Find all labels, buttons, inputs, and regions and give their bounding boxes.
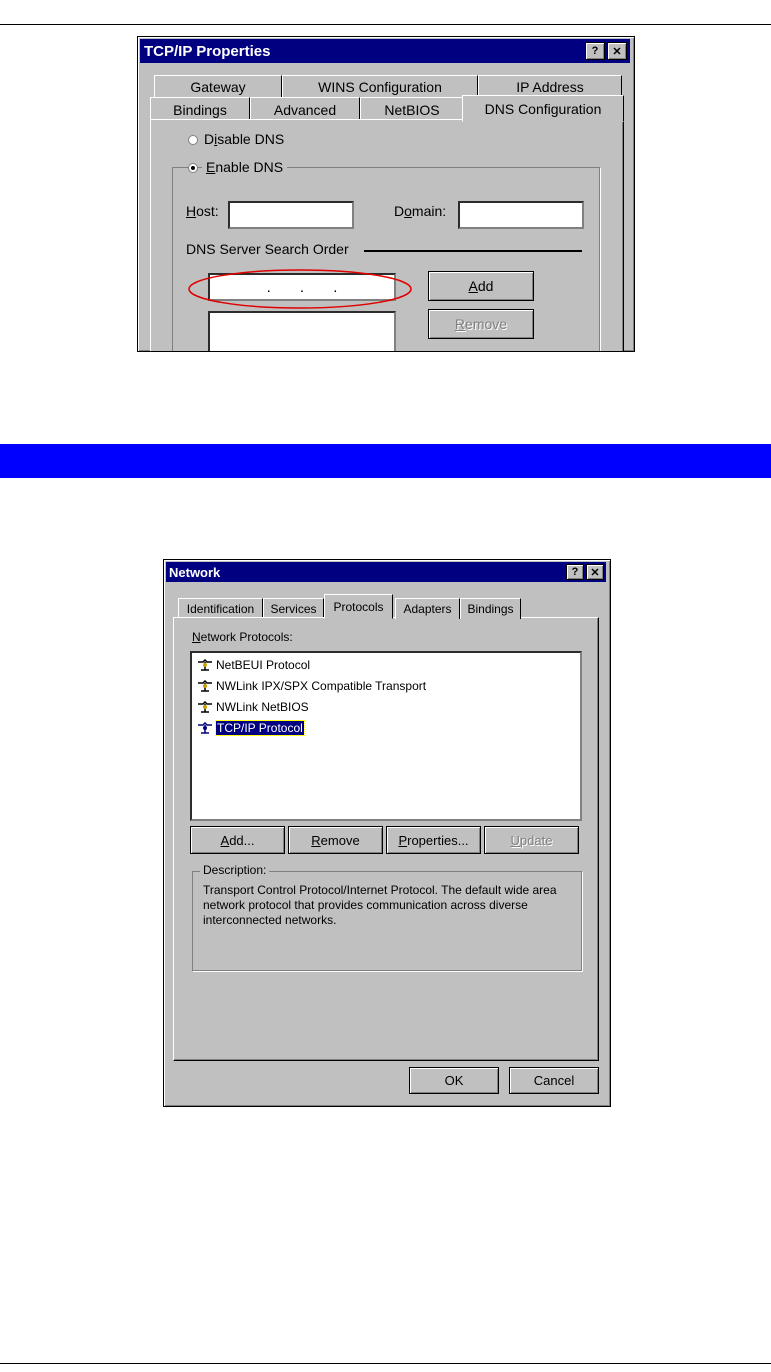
tab-label: Services: [270, 602, 317, 616]
help-button[interactable]: [585, 42, 605, 60]
tab-wins-configuration[interactable]: [282, 75, 478, 97]
tab-label: Bindings: [173, 101, 227, 118]
tab-label: WINS Configuration: [318, 78, 442, 95]
update-button[interactable]: [484, 826, 579, 854]
button-label: Add: [468, 278, 494, 294]
network-protocol-icon: [197, 659, 213, 671]
enable-dns-label: Enable DNS: [202, 159, 287, 175]
enable-dns-radio[interactable]: [188, 163, 198, 173]
tab-gateway[interactable]: [154, 75, 282, 97]
disable-dns-radio[interactable]: [188, 135, 198, 145]
button-label: Cancel: [533, 1073, 575, 1088]
host-input[interactable]: [228, 201, 354, 229]
list-item[interactable]: [197, 679, 426, 693]
tab-label: Protocols: [333, 599, 384, 614]
domain-input[interactable]: [458, 201, 584, 229]
header-rule: [0, 24, 771, 25]
protocols-list[interactable]: [190, 651, 582, 821]
dialog-title: Network: [169, 564, 221, 580]
host-label: Host:: [186, 203, 219, 219]
tab-bindings[interactable]: [150, 97, 250, 121]
dns-search-order-label: DNS Server Search Order: [186, 241, 349, 257]
tab-ip-address[interactable]: [478, 75, 622, 97]
title-bar: [140, 39, 630, 63]
close-icon: ✕: [612, 45, 622, 58]
remove-button[interactable]: [288, 826, 383, 854]
tab-label: Gateway: [190, 78, 246, 95]
tab-label: Advanced: [273, 101, 337, 118]
title-bar: [166, 562, 606, 582]
help-icon: ?: [571, 566, 579, 578]
dialog-title: TCP/IP Properties: [144, 42, 271, 60]
disable-dns-label: Disable DNS: [204, 131, 285, 147]
close-icon: ✕: [590, 566, 600, 579]
button-label: Remove: [311, 832, 360, 848]
help-icon: ?: [591, 45, 599, 57]
network-protocols-label: Network Protocols:: [192, 630, 293, 644]
button-label: Add...: [220, 832, 255, 848]
list-item[interactable]: [197, 700, 309, 714]
divider: [364, 250, 582, 252]
description-label: Description:: [200, 863, 269, 877]
tab-label: Identification: [186, 602, 255, 616]
tab-services[interactable]: [263, 598, 324, 619]
ip-dots: . . .: [266, 278, 338, 296]
list-item[interactable]: [197, 658, 310, 672]
button-label: OK: [444, 1073, 464, 1088]
dns-server-list[interactable]: [208, 311, 396, 352]
highlight-ellipse: [186, 267, 414, 311]
tab-label: Adapters: [403, 602, 452, 616]
list-item-selected[interactable]: [197, 721, 304, 735]
tab-advanced[interactable]: [250, 97, 360, 121]
tab-bindings[interactable]: [460, 598, 521, 619]
network-protocol-icon: [197, 722, 213, 734]
list-item-label: NWLink NetBIOS: [216, 700, 309, 714]
button-label: Remove: [454, 316, 508, 332]
help-button[interactable]: [566, 564, 584, 580]
tab-identification[interactable]: [178, 598, 263, 619]
tab-label: IP Address: [516, 78, 584, 95]
network-protocol-icon: [197, 680, 213, 692]
footer-rule: [0, 1363, 771, 1364]
remove-button[interactable]: [428, 309, 534, 339]
tab-dns-configuration[interactable]: [462, 95, 624, 122]
ok-button[interactable]: [409, 1067, 499, 1094]
cancel-button[interactable]: [509, 1067, 599, 1094]
close-button[interactable]: [607, 42, 627, 60]
button-label: Properties...: [398, 832, 469, 848]
tab-netbios[interactable]: [360, 97, 464, 121]
tab-protocols[interactable]: [324, 594, 393, 619]
close-button[interactable]: [586, 564, 604, 580]
list-item-label: NetBEUI Protocol: [216, 658, 311, 672]
button-label: Update: [510, 832, 553, 848]
description-text: Transport Control Protocol/Internet Protocol. The default wide area network protocol that provides communication across diverse interconnected networks.: [203, 883, 557, 927]
tab-label: NetBIOS: [384, 101, 440, 118]
add-button[interactable]: [190, 826, 285, 854]
tab-label: Bindings: [467, 602, 514, 616]
list-item-label: TCP/IP Protocol: [217, 721, 303, 735]
network-protocol-icon: [197, 701, 213, 713]
domain-label: Domain:: [394, 203, 447, 219]
section-header-band: [0, 444, 771, 478]
add-button[interactable]: [428, 271, 534, 301]
network-dialog: [163, 559, 611, 1107]
tab-adapters[interactable]: [395, 598, 460, 619]
properties-button[interactable]: [386, 826, 481, 854]
tcpip-properties-dialog: [137, 36, 635, 352]
list-item-label: NWLink IPX/SPX Compatible Transport: [216, 679, 427, 693]
tab-label: DNS Configuration: [484, 100, 602, 117]
